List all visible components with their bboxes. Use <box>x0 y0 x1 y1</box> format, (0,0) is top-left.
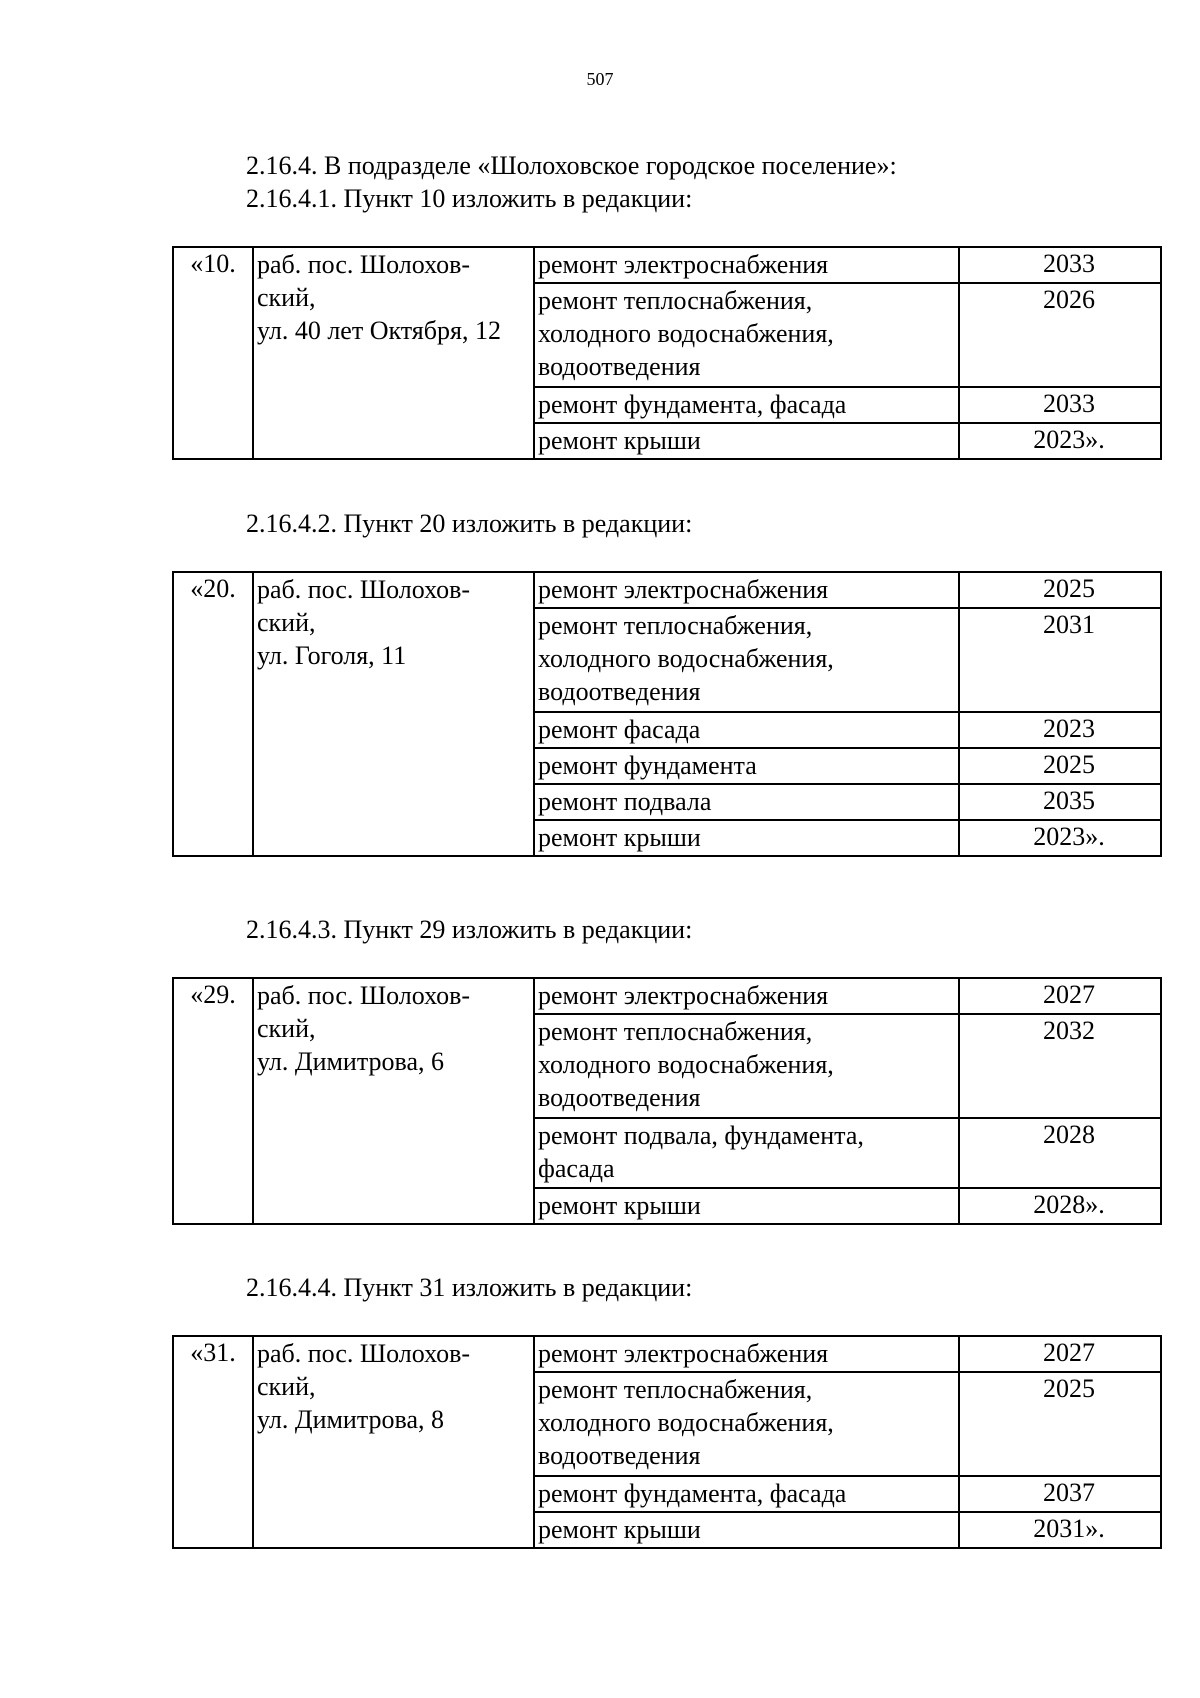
amendment-table <box>172 977 1162 1225</box>
item-number-cell: «31. <box>173 1336 253 1548</box>
work-type-line: ремонт фундамента, фасада <box>538 1479 847 1508</box>
work-type-line: ремонт теплоснабжения, <box>538 1375 813 1404</box>
work-type-line: ремонт подвала <box>538 787 712 816</box>
work-type-cell <box>534 247 959 283</box>
table-row <box>173 1336 1161 1372</box>
table-row <box>173 572 1161 608</box>
year-cell: 2037 <box>959 1476 1161 1512</box>
table-row <box>173 247 1161 283</box>
work-type-line: водоотведения <box>538 352 701 381</box>
work-type-line: ремонт крыши <box>538 823 701 852</box>
page-number: 507 <box>586 69 614 89</box>
work-type-cell <box>534 387 959 423</box>
amendment-table <box>172 571 1162 857</box>
work-type-line: ремонт фундамента, фасада <box>538 390 847 419</box>
year-cell: 2023». <box>959 820 1161 856</box>
work-type-cell <box>534 572 959 608</box>
work-type-cell <box>534 978 959 1014</box>
address-line: ул. Димитрова, 6 <box>257 1047 445 1076</box>
work-type-line: ремонт фасада <box>538 715 701 744</box>
address-line: раб. пос. Шолохов- <box>257 250 471 279</box>
year-cell: 2033 <box>959 387 1161 423</box>
year-cell: 2025 <box>959 1372 1161 1476</box>
subsection-heading: 2.16.4. В подразделе «Шолоховское городское поселение»: <box>246 151 897 180</box>
work-type-line: ремонт электроснабжения <box>538 575 829 604</box>
address-line: ский, <box>257 283 316 312</box>
work-type-cell <box>534 784 959 820</box>
address-line: ул. 40 лет Октября, 12 <box>257 316 501 345</box>
work-type-line: ремонт фундамента <box>538 751 757 780</box>
work-type-cell <box>534 1512 959 1548</box>
year-cell: 2025 <box>959 748 1161 784</box>
instruction-paragraph: 2.16.4.1. Пункт 10 изложить в редакции: <box>246 184 693 213</box>
work-type-line: ремонт подвала, фундамента, <box>538 1121 864 1150</box>
work-type-cell <box>534 1188 959 1224</box>
year-cell: 2026 <box>959 283 1161 387</box>
address-line: ский, <box>257 608 316 637</box>
work-type-line: ремонт электроснабжения <box>538 1339 829 1368</box>
address-cell <box>253 572 534 856</box>
work-type-line: водоотведения <box>538 1083 701 1112</box>
work-type-cell <box>534 1336 959 1372</box>
year-cell: 2031 <box>959 608 1161 712</box>
year-cell: 2028». <box>959 1188 1161 1224</box>
work-type-cell <box>534 820 959 856</box>
year-cell: 2032 <box>959 1014 1161 1118</box>
address-cell <box>253 978 534 1224</box>
address-line: раб. пос. Шолохов- <box>257 1339 471 1368</box>
work-type-cell <box>534 748 959 784</box>
address-line: раб. пос. Шолохов- <box>257 575 471 604</box>
address-cell <box>253 247 534 459</box>
work-type-line: холодного водоснабжения, <box>538 319 834 348</box>
year-cell: 2028 <box>959 1118 1161 1188</box>
year-cell: 2033 <box>959 247 1161 283</box>
instruction-paragraph: 2.16.4.4. Пункт 31 изложить в редакции: <box>246 1273 693 1302</box>
work-type-cell <box>534 712 959 748</box>
work-type-line: холодного водоснабжения, <box>538 644 834 673</box>
item-number-cell: «10. <box>173 247 253 459</box>
work-type-cell <box>534 1372 959 1476</box>
work-type-cell <box>534 1014 959 1118</box>
work-type-line: ремонт электроснабжения <box>538 250 829 279</box>
item-number-cell: «29. <box>173 978 253 1224</box>
year-cell: 2023 <box>959 712 1161 748</box>
year-cell: 2027 <box>959 1336 1161 1372</box>
work-type-cell <box>534 283 959 387</box>
address-line: ул. Димитрова, 8 <box>257 1405 445 1434</box>
work-type-line: ремонт электроснабжения <box>538 981 829 1010</box>
work-type-cell <box>534 608 959 712</box>
work-type-cell <box>534 1118 959 1188</box>
work-type-line: холодного водоснабжения, <box>538 1050 834 1079</box>
work-type-line: водоотведения <box>538 1441 701 1470</box>
work-type-cell <box>534 1476 959 1512</box>
address-line: ский, <box>257 1014 316 1043</box>
address-cell <box>253 1336 534 1548</box>
address-line: ский, <box>257 1372 316 1401</box>
work-type-line: ремонт теплоснабжения, <box>538 1017 813 1046</box>
year-cell: 2025 <box>959 572 1161 608</box>
amendment-table <box>172 246 1162 460</box>
work-type-line: фасада <box>538 1154 615 1183</box>
year-cell: 2031». <box>959 1512 1161 1548</box>
address-line: ул. Гоголя, 11 <box>257 641 407 670</box>
work-type-line: ремонт крыши <box>538 1191 701 1220</box>
work-type-cell <box>534 423 959 459</box>
item-number-cell: «20. <box>173 572 253 856</box>
work-type-line: холодного водоснабжения, <box>538 1408 834 1437</box>
address-line: раб. пос. Шолохов- <box>257 981 471 1010</box>
instruction-paragraph: 2.16.4.2. Пункт 20 изложить в редакции: <box>246 509 693 538</box>
year-cell: 2035 <box>959 784 1161 820</box>
work-type-line: ремонт крыши <box>538 426 701 455</box>
table-row <box>173 978 1161 1014</box>
work-type-line: ремонт теплоснабжения, <box>538 286 813 315</box>
work-type-line: ремонт крыши <box>538 1515 701 1544</box>
work-type-line: водоотведения <box>538 677 701 706</box>
year-cell: 2027 <box>959 978 1161 1014</box>
year-cell: 2023». <box>959 423 1161 459</box>
work-type-line: ремонт теплоснабжения, <box>538 611 813 640</box>
amendment-table <box>172 1335 1162 1549</box>
instruction-paragraph: 2.16.4.3. Пункт 29 изложить в редакции: <box>246 915 693 944</box>
